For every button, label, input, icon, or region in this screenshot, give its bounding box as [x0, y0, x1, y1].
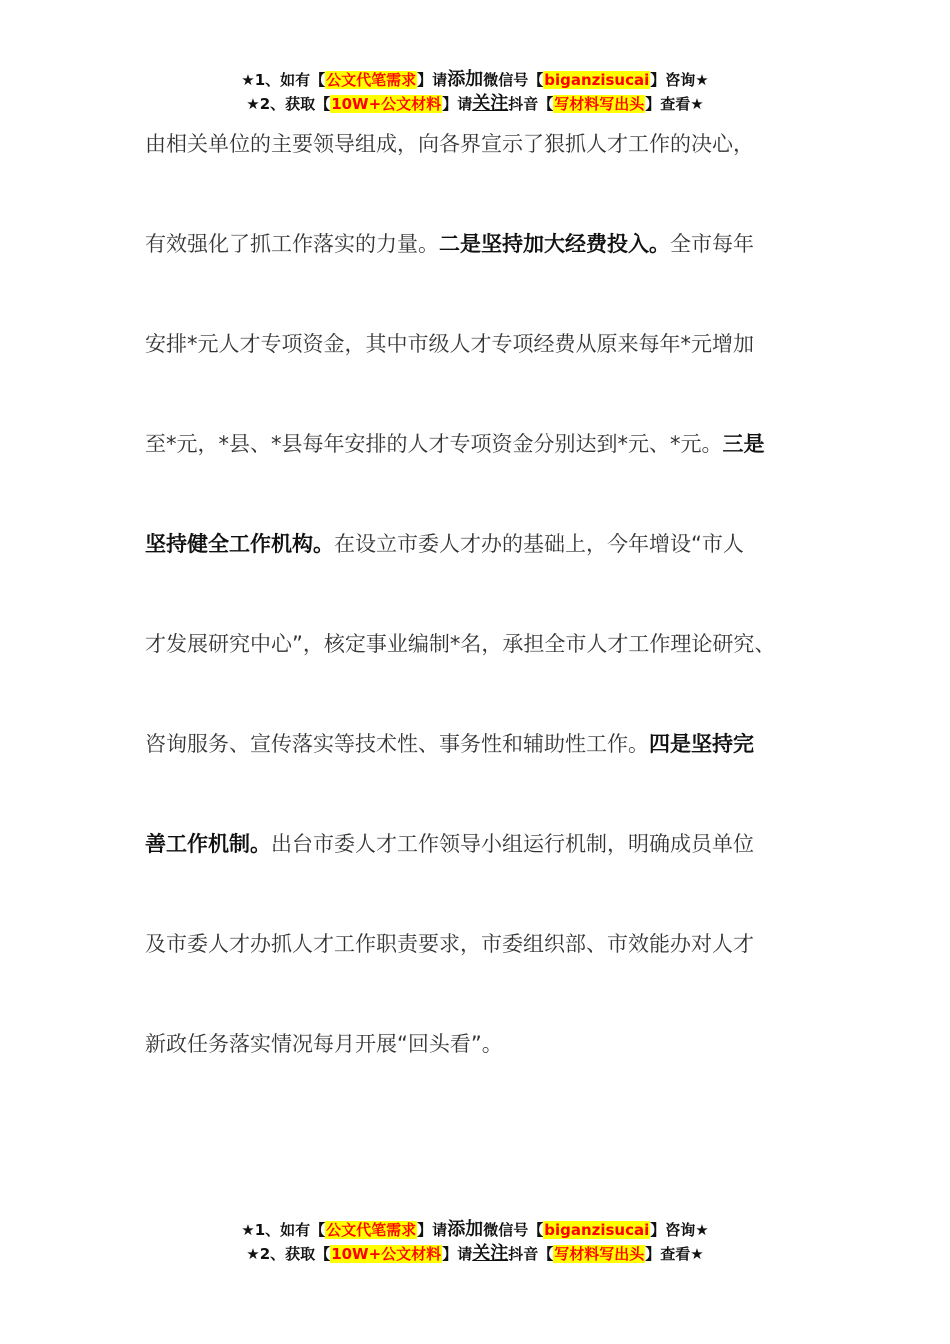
banner-text: ★2、获取【 — [246, 1245, 331, 1263]
text-line — [145, 426, 825, 526]
text-run: 咨询服务、宣传落实等技术性、事务性和辅助性工作。 — [145, 732, 649, 756]
banner-text: 微信号【 — [483, 71, 544, 89]
text-run: 新政任务落实情况每月开展“回头看”。 — [145, 1032, 503, 1056]
banner-emphasis: 添加 — [447, 69, 484, 90]
banner-highlight-service: 公文代笔需求 — [326, 1221, 417, 1239]
text-run: 在设立市委人才办的基础上，今年增设“市人 — [334, 532, 744, 556]
banner-text: ★1、如有【 — [241, 71, 326, 89]
point-heading: 三是 — [722, 432, 765, 456]
banner-emphasis: 关注 — [472, 1243, 509, 1264]
banner-text: 】请 — [417, 71, 448, 89]
banner-emphasis: 添加 — [447, 1219, 484, 1240]
text-line — [145, 126, 825, 226]
text-run: 由相关单位的主要领导组成，向各界宣示了狠抓人才工作的决心， — [145, 132, 754, 156]
text-line — [145, 526, 825, 626]
text-run: 安排*元人才专项资金，其中市级人才专项经费从原来每年*元增加 — [145, 332, 754, 356]
banner-line-1 — [0, 1218, 950, 1242]
banner-highlight-wechat-id: biganzisucai — [544, 71, 650, 89]
banner-highlight-materials: 10W+公文材料 — [331, 1245, 442, 1263]
banner-highlight-service: 公文代笔需求 — [326, 71, 417, 89]
banner-text: 】请 — [442, 95, 473, 113]
banner-highlight-materials: 10W+公文材料 — [331, 95, 442, 113]
point-heading: 坚持健全工作机构。 — [145, 532, 334, 556]
banner-text: 抖音【 — [508, 95, 554, 113]
banner-text: 】查看★ — [645, 95, 704, 113]
text-run: 及市委人才办抓人才工作职责要求，市委组织部、市效能办对人才 — [145, 932, 754, 956]
banner-line-1 — [0, 68, 950, 92]
text-line — [145, 926, 825, 1026]
text-line — [145, 826, 825, 926]
point-heading: 四是坚持完 — [649, 732, 754, 756]
banner-text: 】咨询★ — [650, 71, 709, 89]
banner-text: 】查看★ — [645, 1245, 704, 1263]
banner-highlight-wechat-id: biganzisucai — [544, 1221, 650, 1239]
text-run: 全市每年 — [670, 232, 754, 256]
text-run: 至*元，*县、*县每年安排的人才专项资金分别达到*元、*元。 — [145, 432, 723, 456]
text-line — [145, 226, 825, 326]
banner-text: 】咨询★ — [650, 1221, 709, 1239]
text-run: 有效强化了抓工作落实的力量。 — [145, 232, 439, 256]
banner-text: ★2、获取【 — [246, 95, 331, 113]
banner-text: ★1、如有【 — [241, 1221, 326, 1239]
banner-text: 】请 — [417, 1221, 448, 1239]
point-heading: 善工作机制。 — [145, 832, 271, 856]
document-body — [145, 126, 825, 1126]
banner-text: 微信号【 — [483, 1221, 544, 1239]
banner-text: 抖音【 — [508, 1245, 554, 1263]
text-line — [145, 726, 825, 826]
header-banner-top — [0, 68, 950, 116]
point-heading: 二是坚持加大经费投入。 — [439, 232, 670, 256]
footer-banner-bottom — [0, 1218, 950, 1266]
banner-highlight-douyin: 写材料写出头 — [554, 1245, 645, 1263]
text-line — [145, 326, 825, 426]
banner-highlight-douyin: 写材料写出头 — [554, 95, 645, 113]
text-run: 才发展研究中心”，核定事业编制*名，承担全市人才工作理论研究、 — [145, 632, 776, 656]
banner-emphasis: 关注 — [472, 93, 509, 114]
text-line — [145, 626, 825, 726]
banner-text: 】请 — [442, 1245, 473, 1263]
banner-line-2 — [0, 1242, 950, 1266]
text-run: 出台市委人才工作领导小组运行机制，明确成员单位 — [271, 832, 754, 856]
banner-line-2 — [0, 92, 950, 116]
text-line — [145, 1026, 825, 1126]
